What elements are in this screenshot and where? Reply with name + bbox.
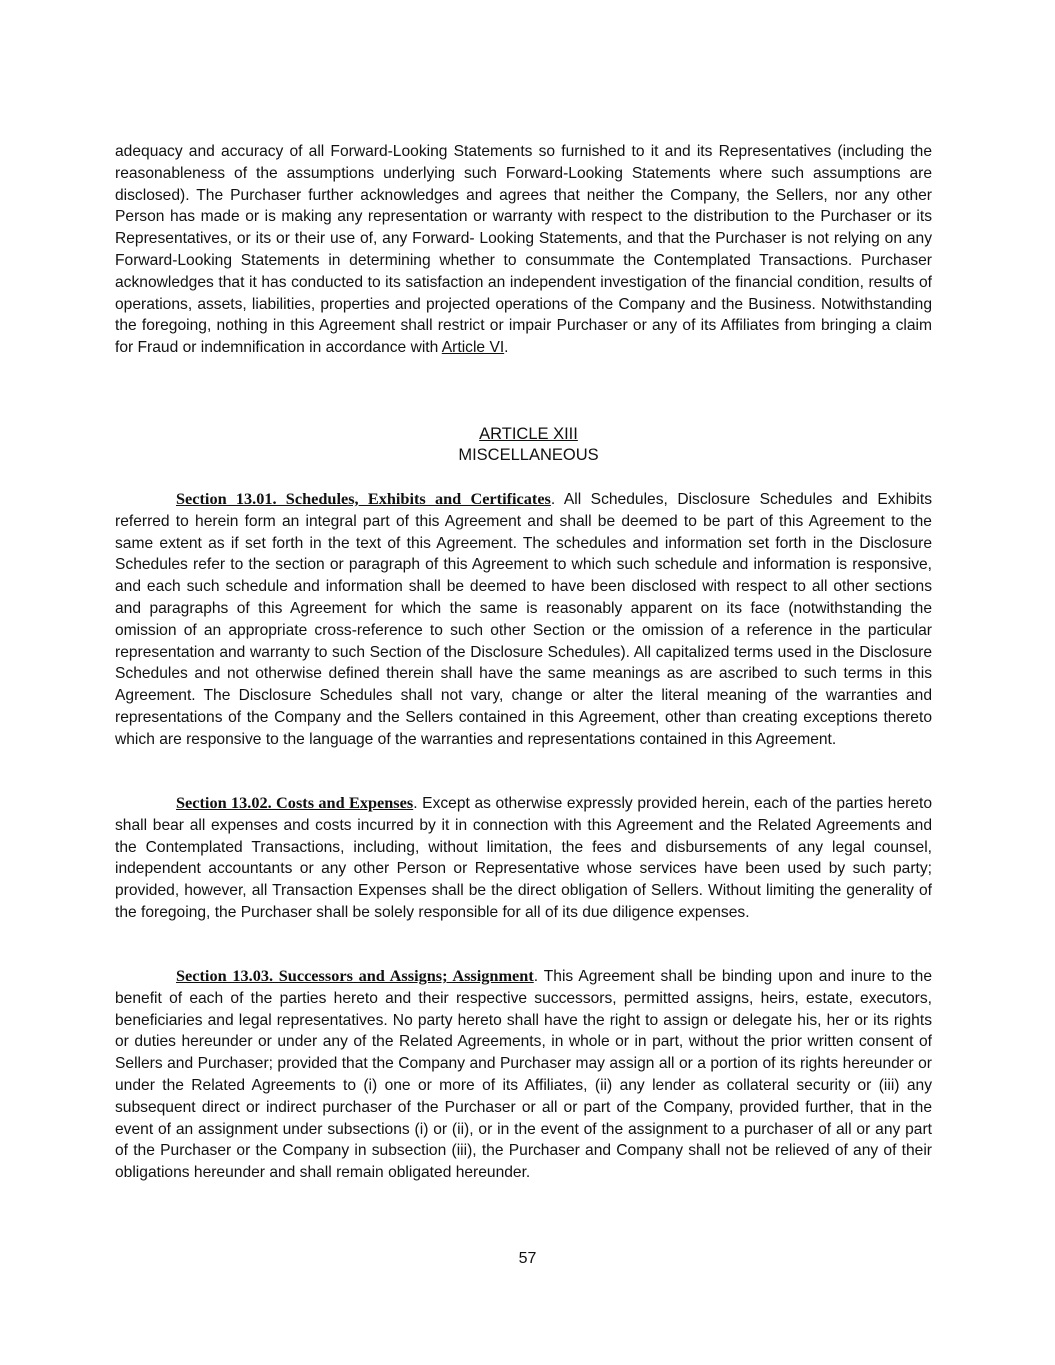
section-13-03-text: This Agreement shall be binding upon and inure to the benefit of each of the parties hereto and their respective successors, permitted assigns, heirs, estate, executors, beneficiaries and legal representatives. No party hereto shall have the right to assign or delegate his, her or its rights or duties hereunder or under any of the Related Agreements, in whole or in part, without the prior written consent of Sellers and Purchaser; provided that the Company and Purchaser may assign all or a portion of its rights hereunder or under the Related Agreements to (i) one or more of its Affiliates, (ii) any lender as collateral security or (iii) any subsequent direct or indirect purchaser of the Purchaser or all or part of the Company, provided further, that in the event of an assignment under subsections (i) or (ii), or in the event of the assignment to a purchaser of all or any part of the Purchaser or the Company in subsection (iii), the Purchaser and Company shall not be relieved of any of their obligations hereunder and shall remain obligated hereunder.: [115, 968, 933, 1182]
continuation-end: .: [504, 339, 509, 357]
section-13-01-title: Section 13.01. Schedules, Exhibits and Certificates: [176, 489, 551, 508]
section-13-02-separator: .: [413, 795, 423, 812]
section-13-03-title: Section 13.03. Successors and Assigns; Assignment: [176, 966, 534, 985]
continuation-text: adequacy and accuracy of all Forward-Looking Statements so furnished to it and its Representatives (including the reasonableness of the assumptions underlying such Forward-Looking Statements where such assumptions are disclosed). The Purchaser further acknowledges and agrees that neither the Company, the Sellers, nor any other Person has made or is making any representation or warranty with respect to the distribution to the Purchaser or its Representatives, or its or their use of, any Forward- Looking Statements, and that the Purchaser is not relying on any Forward-Looking Statements in determining whether to consummate the Contemplated Transactions. Purchaser acknowledges that it has conducted to its satisfaction an independent investigation of the financial condition, results of operations, assets, liabilities, properties and projected operations of the Company and the Business. Notwithstanding the foregoing, nothing in this Agreement shall restrict or impair Purchaser or any of its Affiliates from bringing a claim for Fraud or indemnification in accordance with: [115, 143, 932, 357]
section-13-03: [115, 965, 932, 1184]
article-subtitle: MISCELLANEOUS: [458, 446, 599, 464]
section-13-01-separator: .: [550, 491, 564, 508]
article-vi-reference[interactable]: Article VI: [441, 339, 505, 357]
page-number: 57: [518, 1250, 537, 1267]
article-heading: [115, 424, 942, 466]
section-13-02: [115, 792, 932, 924]
continuation-paragraph: [115, 141, 932, 359]
section-13-01-text: All Schedules, Disclosure Schedules and Exhibits referred to herein form an integral part of this Agreement and shall be deemed to be part of this Agreement to the same extent as if set forth in the text of this Agreement. The schedules and information set forth in the Disclosure Schedules refer to the section or paragraph of this Agreement to which such schedule and information is responsive, and each such schedule and information shall be deemed to have been disclosed with respect to all other sections and paragraphs of this Agreement for which the same is reasonably apparent on its face (notwithstanding the omission of an appropriate cross-reference to such other Section or the omission of a reference in the particular representation and warranty to such Section of the Disclosure Schedules). All capitalized terms used in the Disclosure Schedules and not otherwise defined therein shall have the same meanings as are ascribed to such terms in this Agreement. The Disclosure Schedules shall not vary, change or alter the literal meaning of the warranties and representations of the Company and the Sellers contained in this Agreement, other than creating exceptions thereto which are responsive to the language of the warranties and representations contained in this Agreement.: [115, 491, 932, 748]
section-13-02-title: Section 13.02. Costs and Expenses: [176, 793, 414, 812]
article-title: ARTICLE XIII: [479, 425, 578, 443]
section-13-03-separator: .: [533, 968, 544, 985]
section-13-01: [115, 488, 932, 751]
section-13-02-text: Except as otherwise expressly provided herein, each of the parties hereto shall bear all expenses and costs incurred by it in connection with this Agreement and the Related Agreements and the Contemplated Transactions, including, without limitation, the fees and disbursements of any legal counsel, independent accountants or any other Person or Representative whose services have been used by such party; provided, however, all Transaction Expenses shall be the direct obligation of Sellers. Without limiting the generality of the foregoing, the Purchaser shall be solely responsible for all of its due diligence expenses.: [115, 795, 932, 921]
